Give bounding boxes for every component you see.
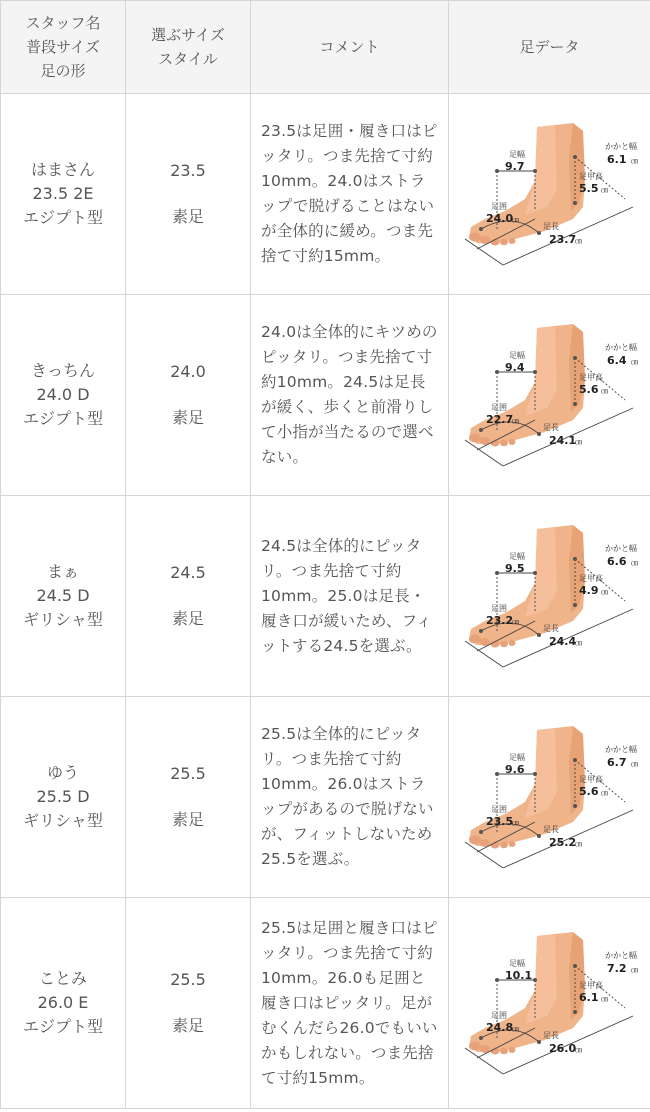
- comment-text: 24.0は全体的にキツめのピッタリ。つま先捨て寸約10mm。24.5は足長が緩く、歩くと前滑りして小指が当たるので選べない。: [261, 323, 438, 466]
- table-row: [1, 496, 650, 697]
- label-girth: 足囲: [490, 1011, 507, 1020]
- unit-instep: ㎝: [600, 387, 608, 395]
- label-length: 足長: [542, 423, 559, 432]
- value-width: 9.6: [504, 763, 524, 776]
- label-instep: 足甲高: [578, 172, 603, 181]
- chosen-size: 25.5: [170, 764, 206, 783]
- unit-length: ㎝: [574, 639, 582, 647]
- comment-text: 25.5は足囲と履き口はピッタリ。つま先捨て寸約10mm。26.0も足囲と履き口はピッタリ。足がむくんだら26.0でもいいかもしれない。つま先捨て寸約15mm。: [261, 918, 438, 1087]
- style: 素足: [171, 207, 204, 226]
- staff-cell: [1, 295, 126, 496]
- foot-shape: エジプト型: [22, 1017, 103, 1036]
- usual-size: 25.5 D: [36, 787, 90, 806]
- value-length: 24.4: [548, 635, 576, 648]
- value-girth: 24.0: [485, 212, 513, 225]
- unit-girth: ㎝: [511, 618, 519, 626]
- unit-instep: ㎝: [600, 789, 608, 797]
- label-length: 足長: [542, 624, 559, 633]
- comment-text: 24.5は全体的にピッタリ。つま先捨て寸約10mm。25.0は足長・履き口が緩いため、フィットする24.5を選ぶ。: [261, 536, 432, 655]
- unit-heel-width: ㎝: [630, 157, 638, 165]
- size-cell: [126, 697, 251, 898]
- unit-length: ㎝: [574, 438, 582, 446]
- label-width: 足幅: [508, 753, 525, 762]
- value-heel-width: 6.1: [606, 153, 626, 166]
- table-row: [1, 898, 650, 1109]
- style: 素足: [171, 1016, 204, 1035]
- label-heel-width: かかと幅: [604, 142, 637, 151]
- foot-illustration: [469, 525, 585, 648]
- table-row: [1, 94, 650, 295]
- unit-instep: ㎝: [600, 186, 608, 194]
- value-girth: 22.7: [485, 413, 513, 426]
- style: 素足: [171, 609, 204, 628]
- usual-size: 24.5 D: [36, 586, 90, 605]
- foot-data-cell: [449, 496, 650, 697]
- staff-name: ことみ: [38, 969, 87, 988]
- label-heel-width: かかと幅: [604, 544, 637, 553]
- comment-cell: [251, 94, 449, 295]
- value-girth: 24.8: [485, 1021, 513, 1034]
- value-girth: 23.2: [485, 614, 513, 627]
- foot-illustration: [469, 932, 585, 1055]
- value-width: 9.4: [504, 361, 524, 374]
- staff-name: まぁ: [46, 562, 79, 581]
- value-length: 25.2: [548, 836, 576, 849]
- label-girth: 足囲: [490, 604, 507, 613]
- size-cell: [126, 94, 251, 295]
- label-width: 足幅: [508, 959, 525, 968]
- size-cell: [126, 496, 251, 697]
- header-size: [126, 1, 251, 94]
- chosen-size: 24.0: [170, 362, 206, 381]
- comment-cell: [251, 496, 449, 697]
- comment-text: 23.5は足囲・履き口はピッタリ。つま先捨て寸約10mm。24.0はストラップで脱げることはないが全体的に緩め。つま先捨て寸約15mm。: [261, 122, 438, 265]
- unit-instep: ㎝: [600, 995, 608, 1003]
- unit-instep: ㎝: [600, 588, 608, 596]
- foot-diagram: [455, 521, 645, 671]
- usual-size: 26.0 E: [37, 993, 89, 1012]
- size-cell: [126, 295, 251, 496]
- value-heel-width: 7.2: [606, 962, 626, 975]
- label-heel-width: かかと幅: [604, 745, 637, 754]
- value-width: 10.1: [504, 969, 532, 982]
- style: 素足: [171, 408, 204, 427]
- chosen-size: 23.5: [170, 161, 206, 180]
- unit-girth: ㎝: [511, 417, 519, 425]
- header-size-line: 選ぶサイズ: [151, 26, 225, 44]
- unit-girth: ㎝: [511, 216, 519, 224]
- unit-heel-width: ㎝: [630, 966, 638, 974]
- label-instep: 足甲高: [578, 574, 603, 583]
- value-instep: 5.6: [578, 785, 598, 798]
- value-heel-width: 6.7: [606, 756, 626, 769]
- foot-illustration: [469, 726, 585, 849]
- value-instep: 4.9: [578, 584, 598, 597]
- value-instep: 6.1: [578, 991, 598, 1004]
- label-length: 足長: [542, 825, 559, 834]
- unit-girth: ㎝: [511, 819, 519, 827]
- comment-cell: [251, 898, 449, 1109]
- value-instep: 5.6: [578, 383, 598, 396]
- value-length: 26.0: [548, 1042, 576, 1055]
- foot-shape: ギリシャ型: [23, 610, 103, 629]
- label-width: 足幅: [508, 150, 525, 159]
- unit-girth: ㎝: [511, 1025, 519, 1033]
- staff-cell: [1, 94, 126, 295]
- value-length: 24.1: [548, 434, 576, 447]
- value-width: 9.7: [504, 160, 524, 173]
- value-girth: 23.5: [485, 815, 513, 828]
- foot-data-cell: [449, 295, 650, 496]
- staff-name: ゆう: [46, 763, 79, 782]
- value-width: 9.5: [504, 562, 524, 575]
- staff-cell: [1, 496, 126, 697]
- foot-diagram: [455, 722, 645, 872]
- comment-text: 25.5は全体的にピッタリ。つま先捨て寸約10mm。26.0はストラップがあるので脱げないが、フィットしないため25.5を選ぶ。: [261, 725, 434, 868]
- chosen-size: 25.5: [170, 970, 206, 989]
- header-staff-line: スタッフ名: [25, 14, 101, 32]
- unit-heel-width: ㎝: [630, 559, 638, 567]
- table-row: [1, 295, 650, 496]
- label-width: 足幅: [508, 552, 525, 561]
- staff-cell: [1, 898, 126, 1109]
- unit-length: ㎝: [574, 840, 582, 848]
- foot-data-cell: [449, 697, 650, 898]
- foot-data-cell: [449, 94, 650, 295]
- size-cell: [126, 898, 251, 1109]
- comment-cell: [251, 295, 449, 496]
- foot-illustration: [469, 324, 585, 447]
- style: 素足: [171, 810, 204, 829]
- chosen-size: 24.5: [170, 563, 206, 582]
- label-length: 足長: [542, 222, 559, 231]
- staff-name: はまさん: [30, 160, 95, 179]
- value-instep: 5.5: [578, 182, 598, 195]
- table-header-row: [1, 1, 650, 94]
- unit-length: ㎝: [574, 1046, 582, 1054]
- value-length: 23.7: [548, 233, 576, 246]
- staff-name: きっちん: [30, 361, 95, 380]
- header-foot-data: 足データ: [449, 1, 650, 94]
- unit-heel-width: ㎝: [630, 358, 638, 366]
- header-staff: [1, 1, 126, 94]
- header-staff-line: 足の形: [40, 62, 86, 80]
- foot-diagram: [455, 928, 645, 1078]
- label-girth: 足囲: [490, 805, 507, 814]
- label-heel-width: かかと幅: [604, 951, 637, 960]
- header-size-line: スタイル: [158, 50, 218, 68]
- unit-length: ㎝: [574, 237, 582, 245]
- usual-size: 24.0 D: [36, 385, 90, 404]
- label-instep: 足甲高: [578, 775, 603, 784]
- value-heel-width: 6.4: [606, 354, 626, 367]
- foot-shape: エジプト型: [22, 409, 103, 428]
- unit-heel-width: ㎝: [630, 760, 638, 768]
- value-heel-width: 6.6: [606, 555, 626, 568]
- foot-illustration: [469, 123, 585, 246]
- label-heel-width: かかと幅: [604, 343, 637, 352]
- label-girth: 足囲: [490, 202, 507, 211]
- header-staff-line: 普段サイズ: [26, 38, 100, 56]
- foot-diagram: [455, 119, 645, 269]
- staff-cell: [1, 697, 126, 898]
- foot-shape: ギリシャ型: [23, 811, 103, 830]
- foot-data-cell: [449, 898, 650, 1109]
- label-instep: 足甲高: [578, 981, 603, 990]
- label-width: 足幅: [508, 351, 525, 360]
- header-comment: コメント: [251, 1, 449, 94]
- label-length: 足長: [542, 1031, 559, 1040]
- foot-diagram: [455, 320, 645, 470]
- label-instep: 足甲高: [578, 373, 603, 382]
- foot-shape: エジプト型: [22, 208, 103, 227]
- usual-size: 23.5 2E: [32, 184, 94, 203]
- label-girth: 足囲: [490, 403, 507, 412]
- comment-cell: [251, 697, 449, 898]
- table-row: [1, 697, 650, 898]
